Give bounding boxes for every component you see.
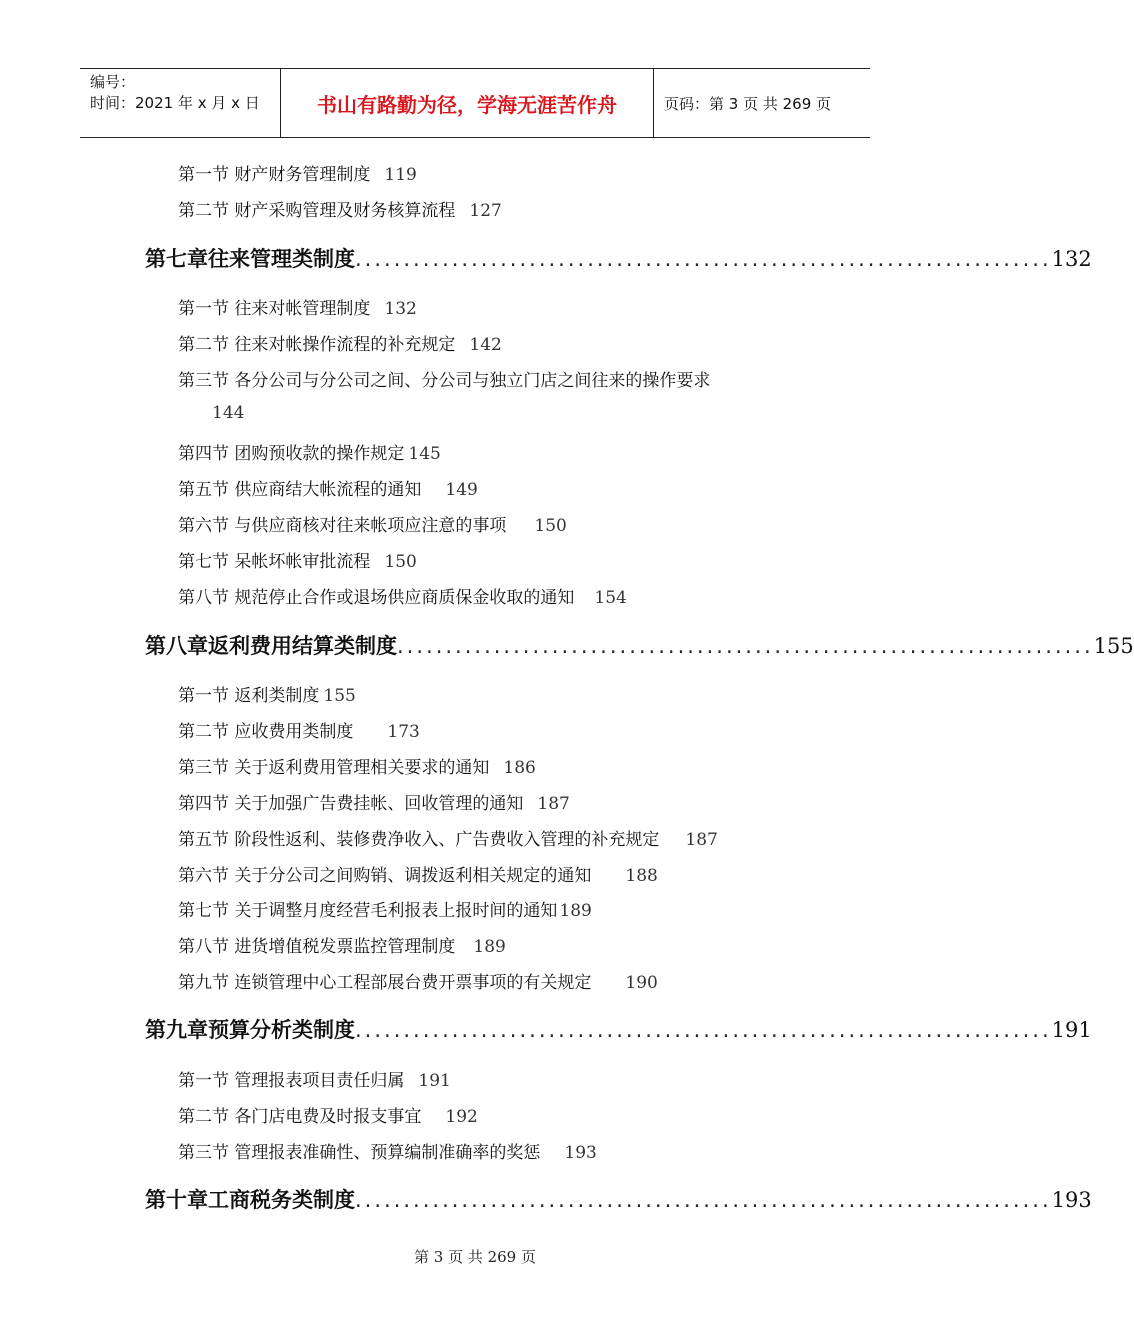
toc-section[interactable]: 第二节 各门店电费及时报支事宜 192 xyxy=(178,1107,478,1127)
toc-section[interactable]: 第六节 关于分公司之间购销、调拨返利相关规定的通知 188 xyxy=(178,866,658,886)
number-label: 编号： xyxy=(90,73,136,91)
date-label: 时间：2021 年 x 月 x 日 xyxy=(90,94,260,112)
toc-section[interactable]: 第一节 管理报表项目责任归属 191 xyxy=(178,1071,451,1091)
toc-chapter[interactable]: 第八章 返利费用结算类制度 ........................................................................ 155 xyxy=(145,634,1134,658)
toc-section[interactable]: 第一节 财产财务管理制度 119 xyxy=(178,165,417,185)
toc-section[interactable]: 第二节 财产采购管理及财务核算流程 127 xyxy=(178,201,502,221)
toc-section[interactable]: 第五节 供应商结大帐流程的通知 149 xyxy=(178,480,478,500)
toc-section[interactable]: 第八节 进货增值税发票监控管理制度 189 xyxy=(178,937,506,957)
toc-section[interactable]: 第四节 团购预收款的操作规定 145 xyxy=(178,444,441,464)
toc-section[interactable]: 第八节 规范停止合作或退场供应商质保金收取的通知 154 xyxy=(178,588,627,608)
toc-section-page: 144 xyxy=(212,403,245,423)
toc-section[interactable]: 第七节 呆帐坏帐审批流程 150 xyxy=(178,552,417,572)
toc-section[interactable]: 第五节 阶段性返利、装修费净收入、广告费收入管理的补充规定 187 xyxy=(178,830,718,850)
toc-section[interactable]: 第七节 关于调整月度经营毛利报表上报时间的通知 189 xyxy=(178,901,592,921)
toc-section[interactable]: 第一节 返利类制度 155 xyxy=(178,686,356,706)
page-footer: 第 3 页 共 269 页 xyxy=(413,1248,536,1266)
toc-chapter[interactable]: 第七章 往来管理类制度 ........................................................................ 132 xyxy=(145,247,1092,271)
toc-section[interactable]: 第二节 应收费用类制度 173 xyxy=(178,722,420,742)
toc-section[interactable]: 第三节 管理报表准确性、预算编制准确率的奖惩 193 xyxy=(178,1143,597,1163)
toc-section[interactable]: 第九节 连锁管理中心工程部展台费开票事项的有关规定 190 xyxy=(178,973,658,993)
header-meta xyxy=(80,69,281,137)
toc-chapter[interactable]: 第十章 工商税务类制度 ........................................................................ 193 xyxy=(145,1188,1092,1212)
page-info: 页码：第 3 页 共 269 页 xyxy=(664,94,832,113)
page-header xyxy=(80,68,870,138)
toc-section[interactable]: 第一节 往来对帐管理制度 132 xyxy=(178,299,417,319)
leader-dots: ........................................................................ xyxy=(355,247,1052,271)
toc-section[interactable]: 第三节 关于返利费用管理相关要求的通知 186 xyxy=(178,758,536,778)
leader-dots: ........................................................................ xyxy=(355,1188,1052,1212)
toc-section[interactable]: 第六节 与供应商核对往来帐项应注意的事项 150 xyxy=(178,516,567,536)
toc-section[interactable]: 第四节 关于加强广告费挂帐、回收管理的通知 187 xyxy=(178,794,570,814)
toc-chapter[interactable]: 第九章 预算分析类制度 ........................................................................ 191 xyxy=(145,1018,1092,1042)
leader-dots: ........................................................................ xyxy=(355,1018,1052,1042)
toc-section[interactable]: 第三节 各分公司与分公司之间、分公司与独立门店之间往来的操作要求 xyxy=(178,371,711,391)
motto: 书山有路勤为径，学海无涯苦作舟 xyxy=(281,69,654,137)
toc-section[interactable]: 第二节 往来对帐操作流程的补充规定 142 xyxy=(178,335,502,355)
leader-dots: ........................................................................ xyxy=(397,634,1094,658)
